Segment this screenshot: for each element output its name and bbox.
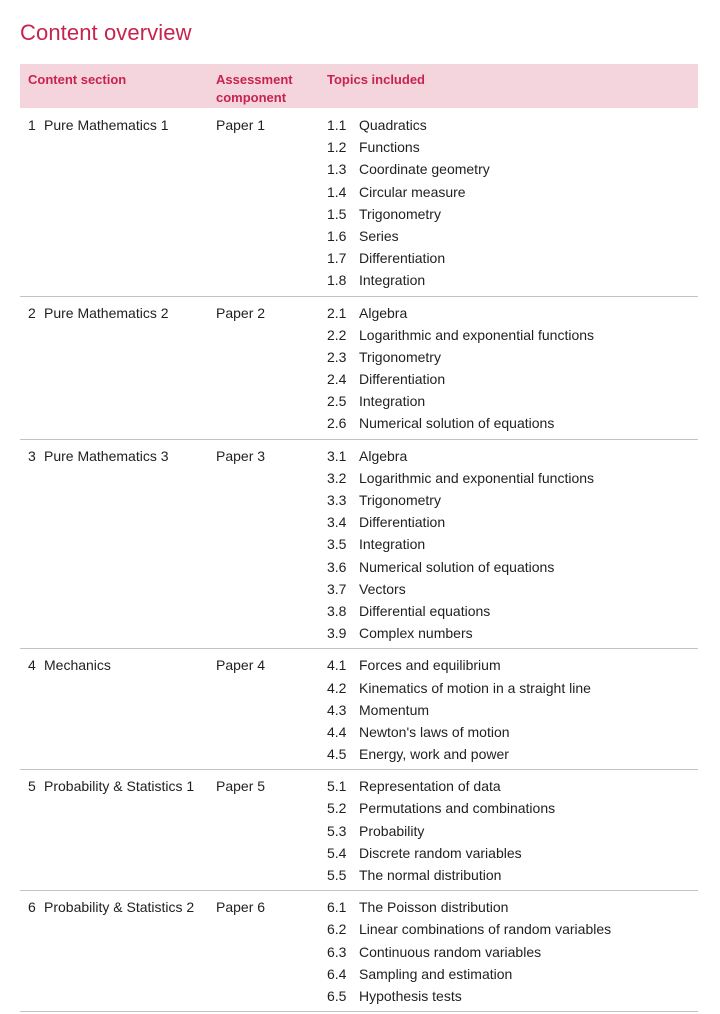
topic-name: Trigonometry [359,492,441,508]
assessment-component-cell: Paper 2 [216,304,266,321]
topic-name: Logarithmic and exponential functions [359,469,595,486]
content-section-cell [28,898,194,916]
topic-item [327,920,698,942]
topic-code: 3.4 [327,514,347,531]
topic-item [327,227,698,249]
topic-item [327,777,698,799]
topic-item [327,370,698,392]
topic-code: 2.3 [327,348,347,365]
topic-name: Coordinate geometry [359,161,490,178]
assessment-component-cell: Paper 3 [216,447,266,464]
topic-code: 3.6 [327,558,347,575]
section-name: Probability & Statistics 2 [44,899,195,916]
topics-list [327,116,698,294]
topic-item [327,745,698,767]
topic-item [327,558,698,580]
topic-item [327,491,698,513]
topic-code: 2.1 [327,304,347,321]
topic-item [327,866,698,888]
topic-code: 3.1 [327,447,347,464]
topic-item [327,116,698,138]
topic-name: Logarithmic and exponential functions [359,326,595,343]
topics-list [327,898,698,1009]
section-name: Probability & Statistics 1 [44,778,195,795]
topic-code: 3.9 [327,625,347,642]
topic-name: Hypothesis tests [359,987,462,1004]
topic-item [327,723,698,745]
topic-code: 4.4 [327,723,347,740]
topic-name: Functions [359,139,420,156]
topic-item [327,965,698,987]
content-section-cell [28,656,111,674]
topic-code: 5.1 [327,778,347,795]
section-row [20,108,698,297]
topic-code: 1.2 [327,139,347,156]
topic-item [327,799,698,821]
header-assessment-component: Assessment component [216,72,293,105]
topic-name: Differential equations [359,602,491,619]
topic-code: 1.7 [327,250,347,267]
topic-name: Permutations and combinations [359,800,556,817]
topic-item [327,447,698,469]
topic-item [327,205,698,227]
assessment-component-cell: Paper 6 [216,899,266,916]
topic-item [327,580,698,602]
topics-list [327,447,698,647]
topic-name: Sampling and estimation [359,965,513,982]
topic-name: The normal distribution [359,867,502,883]
topic-item [327,898,698,920]
section-row [20,770,698,891]
topic-code: 1.3 [327,161,347,178]
topic-name: Numerical solution of equations [359,415,555,432]
topic-code: 1.5 [327,205,347,222]
topic-name: Integration [359,272,426,289]
topic-item [327,679,698,701]
topic-name: Differentiation [359,514,446,531]
topic-name: Kinematics of motion in a straight line [359,679,591,696]
topic-name: Complex numbers [359,625,473,642]
topic-item [327,392,698,414]
section-row [20,649,698,770]
topic-code: 2.5 [327,393,347,410]
topic-name: Trigonometry [359,205,441,222]
page-title: Content overview [20,20,192,45]
topic-code: 1.4 [327,183,347,200]
topic-name: Probability [359,822,425,839]
assessment-component-cell: Paper 5 [216,778,266,795]
topics-list [327,304,698,437]
topic-name: Vectors [359,580,406,597]
topic-code: 5.4 [327,844,347,861]
topic-code: 1.8 [327,272,347,289]
topic-code: 2.6 [327,415,347,432]
topic-item [327,249,698,271]
topic-code: 2.4 [327,371,347,388]
topic-code: 3.8 [327,602,347,619]
topic-item [327,138,698,160]
topic-item [327,513,698,535]
content-section-cell [28,777,194,795]
topic-code: 6.4 [327,965,347,982]
topic-code: 1.1 [327,117,347,133]
header-content-section: Content section [28,72,127,87]
topic-code: 1.6 [327,227,347,244]
topic-code: 4.2 [327,679,347,696]
topic-item [327,701,698,723]
topic-code: 6.3 [327,943,347,960]
topic-code: 3.2 [327,469,347,486]
topic-name: Quadratics [359,117,427,133]
topic-code: 2.2 [327,326,347,343]
topic-item [327,656,698,678]
topic-name: Integration [359,393,426,410]
topic-code: 5.5 [327,867,347,883]
section-number: 6 [28,899,36,916]
topic-code: 5.3 [327,822,347,839]
topic-item [327,987,698,1009]
topic-code: 4.1 [327,657,347,674]
topic-code: 3.7 [327,580,347,597]
topic-name: Integration [359,536,426,553]
section-row [20,891,698,1012]
section-name: Pure Mathematics 1 [44,117,169,133]
section-number: 3 [28,447,36,464]
topic-item [327,160,698,182]
topic-name: Numerical solution of equations [359,558,555,575]
topic-name: Algebra [359,304,408,321]
topic-name: Linear combinations of random variables [359,921,612,938]
topic-code: 3.3 [327,492,347,508]
section-number: 1 [28,117,36,133]
topic-item [327,943,698,965]
topic-name: Trigonometry [359,348,441,365]
topic-code: 6.1 [327,899,347,916]
topic-name: Momentum [359,701,430,718]
topic-name: Representation of data [359,778,501,795]
section-row [20,297,698,440]
topic-item [327,271,698,293]
topic-name: Circular measure [359,183,466,200]
topic-name: Forces and equilibrium [359,657,501,674]
topic-code: 4.5 [327,746,347,763]
topic-code: 4.3 [327,701,347,718]
topics-list [327,777,698,888]
table-header [20,64,698,108]
topics-list [327,656,698,767]
topic-name: Energy, work and power [359,746,509,763]
topic-item [327,624,698,646]
topic-item [327,469,698,491]
topic-item [327,844,698,866]
section-name: Mechanics [44,657,111,674]
section-number: 5 [28,778,36,795]
topic-item [327,414,698,436]
assessment-component-cell: Paper 4 [216,657,266,674]
assessment-component-cell: Paper 1 [216,117,266,133]
topic-name: Newton's laws of motion [359,723,510,740]
section-number: 2 [28,304,36,321]
topic-item [327,326,698,348]
topic-name: Differentiation [359,371,446,388]
section-name: Pure Mathematics 2 [44,304,169,321]
content-section-cell [28,116,169,134]
topic-code: 3.5 [327,536,347,553]
topic-name: Algebra [359,447,408,464]
table-body [20,108,698,1012]
topic-name: Series [359,227,399,244]
topic-name: Continuous random variables [359,943,542,960]
topic-item [327,183,698,205]
header-topics-included: Topics included [327,72,425,87]
topic-item [327,535,698,557]
content-section-cell [28,304,169,322]
section-number: 4 [28,657,36,674]
topic-item [327,602,698,624]
topic-code: 6.5 [327,987,347,1004]
topic-code: 5.2 [327,800,347,817]
content-overview-table [20,64,698,1012]
topic-item [327,304,698,326]
topic-name: Discrete random variables [359,844,522,861]
topic-name: Differentiation [359,250,446,267]
section-name: Pure Mathematics 3 [44,447,169,464]
topic-code: 6.2 [327,921,347,938]
section-row [20,440,698,650]
content-section-cell [28,447,169,465]
topic-item [327,822,698,844]
topic-item [327,348,698,370]
topic-name: The Poisson distribution [359,899,509,916]
